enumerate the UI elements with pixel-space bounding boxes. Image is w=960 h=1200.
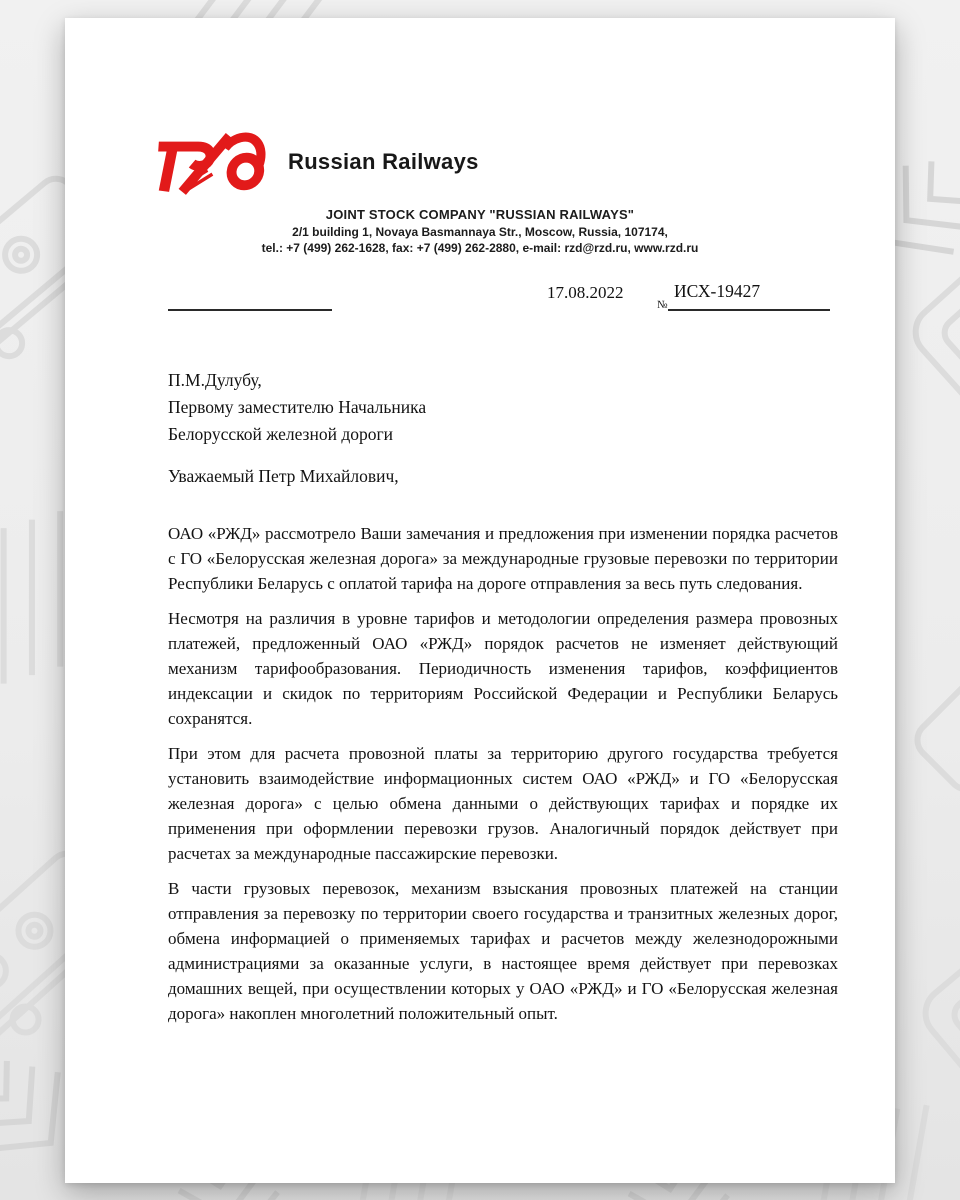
company-address-line: 2/1 building 1, Novaya Basmannaya Str., Moscow, Russia, 107174, bbox=[292, 224, 668, 239]
letter-body bbox=[168, 521, 838, 1036]
letter-date: 17.08.2022 bbox=[547, 283, 624, 302]
train-wagon-icon bbox=[895, 0, 960, 20]
letter-paragraph: При этом для расчета провозной платы за территорию другого государства требуется установить взаимодействие информационных систем ОАО «РЖД» и ГО «Белорусская железная дорога» с целью обмена данными о действующих тарифах и порядке их применения при оформлении перевозки грузов. Аналогичный порядок действует при расчетах за международные пассажирские перевозки. bbox=[168, 744, 838, 863]
railway-track-icon bbox=[886, 993, 960, 1200]
number-sign: № bbox=[657, 299, 668, 311]
letterhead-logo-row bbox=[150, 122, 479, 202]
recipient-name: П.М.Дулубу, bbox=[168, 370, 262, 390]
recipient-title: Первому заместителю Начальника bbox=[168, 397, 427, 417]
locomotive-icon bbox=[903, 889, 960, 1116]
locomotive-icon bbox=[892, 205, 960, 433]
train-wagon-icon bbox=[910, 599, 960, 820]
company-contacts-line: tel.: +7 (499) 262-1628, fax: +7 (499) 262-2880, e-mail: rzd@rzd.ru, www.rzd.ru bbox=[261, 241, 699, 255]
salutation: Уважаемый Петр Михайлович, bbox=[168, 466, 399, 486]
recipient-block bbox=[168, 367, 838, 448]
letter-paragraph: В части грузовых перевозок, механизм взыскания провозных платежей на станции отправления за перевозку по территории своего государства и транзитных железных дорог, обмена информацией о применяемых тарифах и расчетов между железнодорожными администрациями за оказанные услуги, в настоящее время действует при перевозках домашних вещей, при осуществлении которых у ОАО «РЖД» и ГО «Белорусская железная дорога» накоплен многолетний положительный опыт. bbox=[168, 879, 838, 1023]
letterhead-header bbox=[65, 207, 895, 255]
brand-name: Russian Railways bbox=[288, 149, 479, 174]
letter-paragraph: Несмотря на различия в уровне тарифов и методологии определения размера провозных платежей, предложенный ОАО «РЖД» порядок расчетов не изменяет действующий механизм тарифообразования. Периодичность изменения тарифов, коэффициентов индексации и скидок по территориям Российской Федерации и Республики Беларусь сохранятся. bbox=[168, 609, 838, 728]
letter-paragraph: ОАО «РЖД» рассмотрело Ваши замечания и предложения при изменении порядка расчетов с ГО «Белорусская железная дорога» за международные грузовые перевозки по территории Республики Беларусь с оплатой тарифа на дороге отправления за весь путь следования. bbox=[168, 524, 838, 593]
company-name-line: JOINT STOCK COMPANY "RUSSIAN RAILWAYS" bbox=[325, 207, 635, 222]
rzd-logo-icon bbox=[150, 127, 278, 197]
number-underline bbox=[668, 309, 830, 311]
outgoing-number: ИСХ-19427 bbox=[674, 281, 761, 301]
letter-page bbox=[65, 18, 895, 1183]
blank-reference-line bbox=[168, 309, 332, 311]
recipient-organization: Белорусской железной дороги bbox=[168, 424, 394, 444]
